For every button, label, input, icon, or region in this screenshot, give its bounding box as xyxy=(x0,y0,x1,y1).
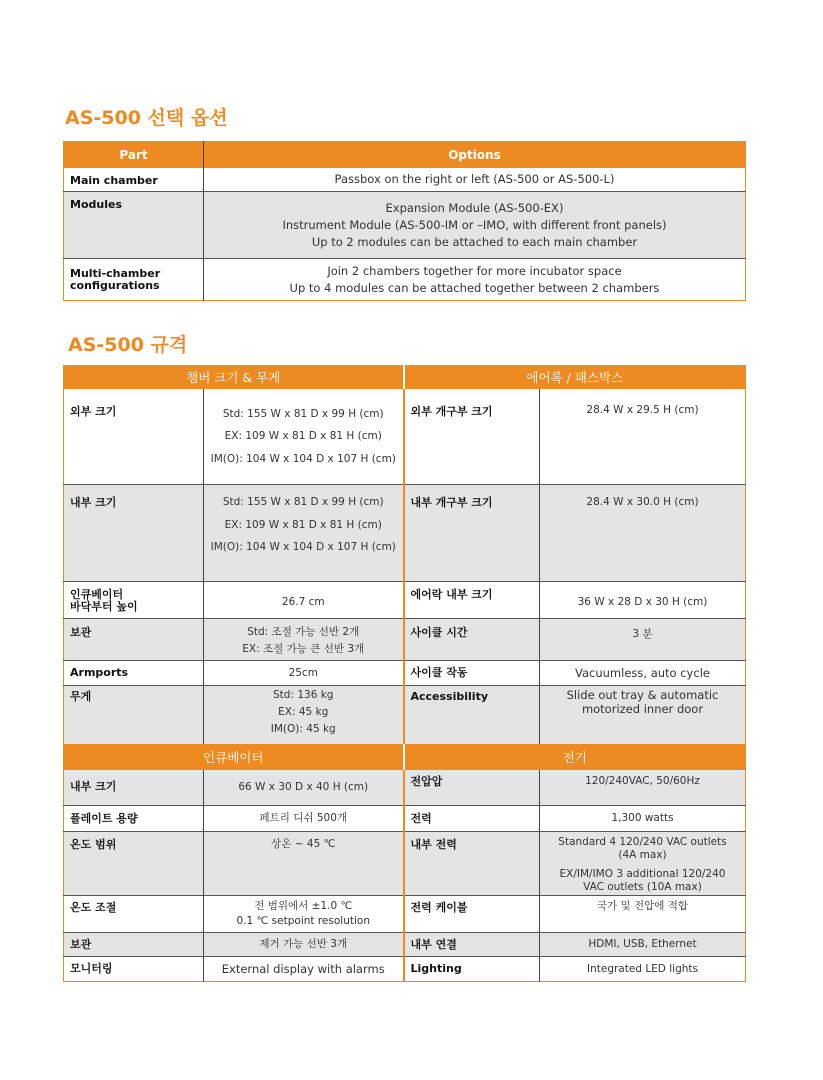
spec-value: 28.4 W x 30.0 H (cm) xyxy=(540,485,746,582)
spec-label: 전력 xyxy=(404,806,540,832)
spec-value: Slide out tray & automatic motorized inner door xyxy=(540,686,746,744)
spec-label: 외부 개구부 크기 xyxy=(404,389,540,485)
spec-label: Lighting xyxy=(404,957,540,982)
spec-value: 3 분 xyxy=(540,619,746,661)
spec-value: 25cm xyxy=(204,661,404,686)
spec-label: 전압압 xyxy=(404,770,540,806)
spec-value: 1,300 watts xyxy=(540,806,746,832)
spec-label: 내부 연결 xyxy=(404,933,540,957)
section-header: 에어록 / 패스박스 xyxy=(404,366,746,389)
spec-label: Armports xyxy=(64,661,204,686)
options-title: AS-500 선택 옵션 xyxy=(65,107,228,129)
section-header: 챔버 크기 & 무게 xyxy=(64,366,404,389)
options-table xyxy=(63,141,746,301)
section-header: 전기 xyxy=(404,744,746,770)
option-value: Passbox on the right or left (AS-500 or AS-500-L) xyxy=(204,168,746,192)
spec-value: Std: 155 W x 81 D x 99 H (cm) EX: 109 W x 81 D x 81 H (cm) IM(O): 104 W x 104 D x 107 H (cm) xyxy=(204,485,404,582)
spec-value: 전 범위에서 ±1.0 ℃ 0.1 ℃ setpoint resolution xyxy=(204,896,404,933)
spec-label: 내부 크기 xyxy=(64,770,204,806)
spec-value: HDMI, USB, Ethernet xyxy=(540,933,746,957)
option-part-label: Main chamber xyxy=(64,168,204,192)
spec-label: 사이클 시간 xyxy=(404,619,540,661)
header-part: Part xyxy=(64,142,204,168)
spec-value: Vacuumless, auto cycle xyxy=(540,661,746,686)
spec-value: 26.7 cm xyxy=(204,582,404,619)
spec-value: 120/240VAC, 50/60Hz xyxy=(540,770,746,806)
spec-label: 온도 조절 xyxy=(64,896,204,933)
spec-table xyxy=(63,365,746,982)
spec-label: 보관 xyxy=(64,933,204,957)
spec-value: External display with alarms xyxy=(204,957,404,982)
spec-label: 내부 전력 xyxy=(404,832,540,896)
spec-value: Std: 조절 가능 선반 2개 EX: 조절 가능 큰 선반 3개 xyxy=(204,619,404,661)
spec-label: 모니터링 xyxy=(64,957,204,982)
spec-label: 온도 범위 xyxy=(64,832,204,896)
spec-value: 제거 가능 선반 3개 xyxy=(204,933,404,957)
spec-label: 내부 개구부 크기 xyxy=(404,485,540,582)
spec-value: Std: 155 W x 81 D x 99 H (cm) EX: 109 W x 81 D x 81 H (cm) IM(O): 104 W x 104 D x 107 H (cm) xyxy=(204,389,404,485)
spec-label: 외부 크기 xyxy=(64,389,204,485)
spec-label: 플레이트 용량 xyxy=(64,806,204,832)
spec-value: Standard 4 120/240 VAC outlets (4A max) EX/IM/IMO 3 additional 120/240 VAC outlets (10A max) xyxy=(540,832,746,896)
spec-value: 페트리 디쉬 500개 xyxy=(204,806,404,832)
spec-label: 인큐베이터 바닥부터 높이 xyxy=(64,582,204,619)
option-value: Expansion Module (AS-500-EX) Instrument Module (AS-500-IM or –IMO, with different front panels) Up to 2 modules can be attached to each main chamber xyxy=(204,192,746,259)
section-header: 인큐베이터 xyxy=(64,744,404,770)
spec-value: 66 W x 30 D x 40 H (cm) xyxy=(204,770,404,806)
spec-value: Integrated LED lights xyxy=(540,957,746,982)
spec-value: 36 W x 28 D x 30 H (cm) xyxy=(540,582,746,619)
spec-value: 28.4 W x 29.5 H (cm) xyxy=(540,389,746,485)
spec-label: 사이클 작동 xyxy=(404,661,540,686)
spec-value: Std: 136 kg EX: 45 kg IM(O): 45 kg xyxy=(204,686,404,744)
spec-label: 무게 xyxy=(64,686,204,744)
spec-label: 내부 크기 xyxy=(64,485,204,582)
option-value: Join 2 chambers together for more incubator space Up to 4 modules can be attached together between 2 chambers xyxy=(204,259,746,301)
spec-title: AS-500 규격 xyxy=(68,334,188,356)
spec-label: Accessibility xyxy=(404,686,540,744)
option-part-label: Multi-chamber configurations xyxy=(64,259,204,301)
spec-value: 국가 및 전압에 적합 xyxy=(540,896,746,933)
header-options: Options xyxy=(204,142,746,168)
spec-label: 전력 케이블 xyxy=(404,896,540,933)
spec-label: 에어락 내부 크기 xyxy=(404,582,540,619)
spec-value: 상온 ~ 45 ℃ xyxy=(204,832,404,896)
spec-label: 보관 xyxy=(64,619,204,661)
option-part-label: Modules xyxy=(64,192,204,259)
